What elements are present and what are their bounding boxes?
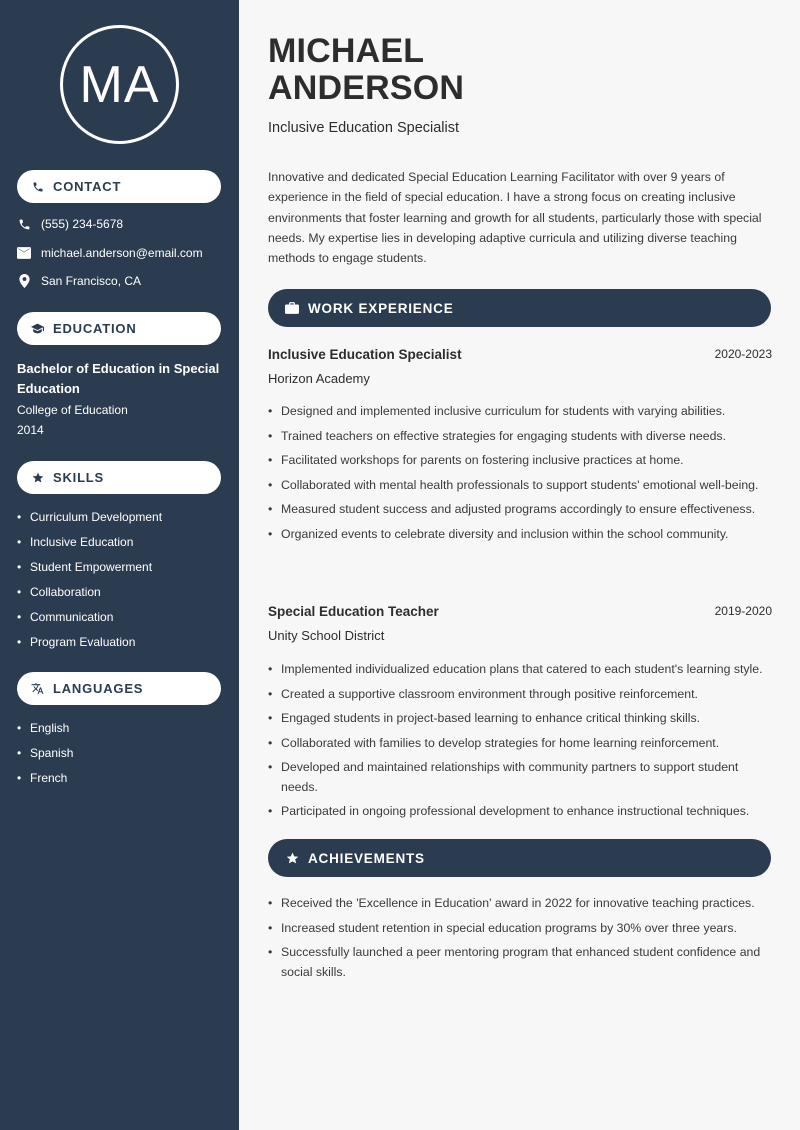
briefcase-icon: [285, 301, 299, 315]
job-dates: 2019-2020: [714, 604, 772, 618]
job-company: Horizon Academy: [268, 371, 370, 386]
name-last: ANDERSON: [268, 69, 465, 107]
contact-phone[interactable]: [17, 217, 123, 231]
contact-phone-text: (555) 234-5678: [41, 217, 124, 231]
star-icon: [31, 471, 44, 484]
job-bullet: • Collaborated with families to develop strategies for home learning reinforcement.: [268, 734, 772, 754]
job-bullet: • Developed and maintained relationships with community partners to support student needs.: [268, 758, 772, 797]
job-bullet: • Trained teachers on effective strategies for engaging students with diverse needs.: [268, 427, 772, 447]
monogram-avatar: MA: [60, 25, 179, 144]
job-bullet: • Implemented individualized education plans that catered to each student's learning style.: [268, 660, 772, 680]
work-experience-heading: [268, 289, 771, 327]
skill-item: • Student Empowerment: [17, 559, 162, 584]
contact-location: [17, 274, 141, 288]
skill-item: • Curriculum Development: [17, 509, 162, 534]
education-degree: Bachelor of Education in Special Education: [17, 361, 220, 396]
job-bullets: [268, 402, 772, 549]
achievement-item: • Received the 'Excellence in Education' award in 2022 for innovative teaching practices.: [268, 894, 772, 914]
phone-icon: [31, 180, 44, 193]
job-bullet: • Organized events to celebrate diversity and inclusion within the school community.: [268, 525, 772, 545]
achievements-heading-label: ACHIEVEMENTS: [308, 850, 425, 866]
languages-heading-label: LANGUAGES: [53, 681, 144, 696]
graduation-cap-icon: [31, 322, 44, 335]
skills-heading: [17, 461, 221, 494]
job-bullet: • Facilitated workshops for parents on fostering inclusive practices at home.: [268, 451, 772, 471]
sidebar: [0, 0, 239, 1130]
envelope-icon: [17, 246, 31, 260]
job-bullet: • Engaged students in project-based learning to enhance critical thinking skills.: [268, 709, 772, 729]
contact-heading: [17, 170, 221, 203]
languages-list: [17, 720, 73, 795]
job-headline: Inclusive Education Specialist: [268, 120, 460, 136]
skill-item: • Communication: [17, 609, 162, 634]
job-bullet: • Participated in ongoing professional development to enhance instructional techniques.: [268, 802, 772, 822]
job-company: Unity School District: [268, 628, 385, 643]
education-school: College of Education: [17, 403, 128, 417]
contact-email-text: michael.anderson@email.com: [41, 246, 203, 260]
achievement-item: • Increased student retention in special education programs by 30% over three years.: [268, 919, 772, 939]
work-experience-heading-label: WORK EXPERIENCE: [308, 300, 454, 316]
translate-icon: [31, 682, 44, 695]
education-year: 2014: [17, 423, 44, 437]
language-item: • French: [17, 770, 73, 795]
skill-item: • Collaboration: [17, 584, 162, 609]
job-bullet: • Designed and implemented inclusive curriculum for students with varying abilities.: [268, 402, 772, 422]
job-dates: 2020-2023: [714, 347, 772, 361]
language-item: • English: [17, 720, 73, 745]
contact-location-text: San Francisco, CA: [41, 274, 142, 288]
skill-item: • Program Evaluation: [17, 634, 162, 659]
profile-summary: Innovative and dedicated Special Education Learning Facilitator with over 9 years of experience in the field of special education. I have a strong focus on creating inclusive environments that foster learning and growth for all students, particularly those with special needs. My expertise lies in developing adaptive curricula and utilizing diverse teaching methods to engage students.: [268, 170, 762, 266]
job-bullet: • Created a supportive classroom environment through positive reinforcement.: [268, 685, 772, 705]
education-heading: [17, 312, 221, 345]
achievements-list: [268, 894, 772, 987]
language-item: • Spanish: [17, 745, 73, 770]
skill-item: • Inclusive Education: [17, 534, 162, 559]
job-title: Inclusive Education Specialist: [268, 347, 462, 362]
education-heading-label: EDUCATION: [53, 321, 137, 336]
candidate-name: [268, 33, 464, 107]
skills-list: [17, 509, 162, 659]
languages-heading: [17, 672, 221, 705]
job-bullet: • Measured student success and adjusted programs accordingly to ensure effectiveness.: [268, 500, 772, 520]
contact-email[interactable]: [17, 246, 203, 260]
star-icon: [285, 851, 299, 865]
achievement-item: • Successfully launched a peer mentoring program that enhanced student confidence and social skills.: [268, 943, 772, 982]
job-bullet: • Collaborated with mental health professionals to support students' emotional well-being.: [268, 476, 772, 496]
phone-icon: [17, 217, 31, 231]
name-first: MICHAEL: [268, 32, 425, 70]
location-pin-icon: [17, 274, 31, 288]
job-bullets: [268, 660, 772, 827]
skills-heading-label: SKILLS: [53, 470, 105, 485]
contact-heading-label: CONTACT: [53, 179, 122, 194]
job-title: Special Education Teacher: [268, 604, 439, 619]
achievements-heading: [268, 839, 771, 877]
